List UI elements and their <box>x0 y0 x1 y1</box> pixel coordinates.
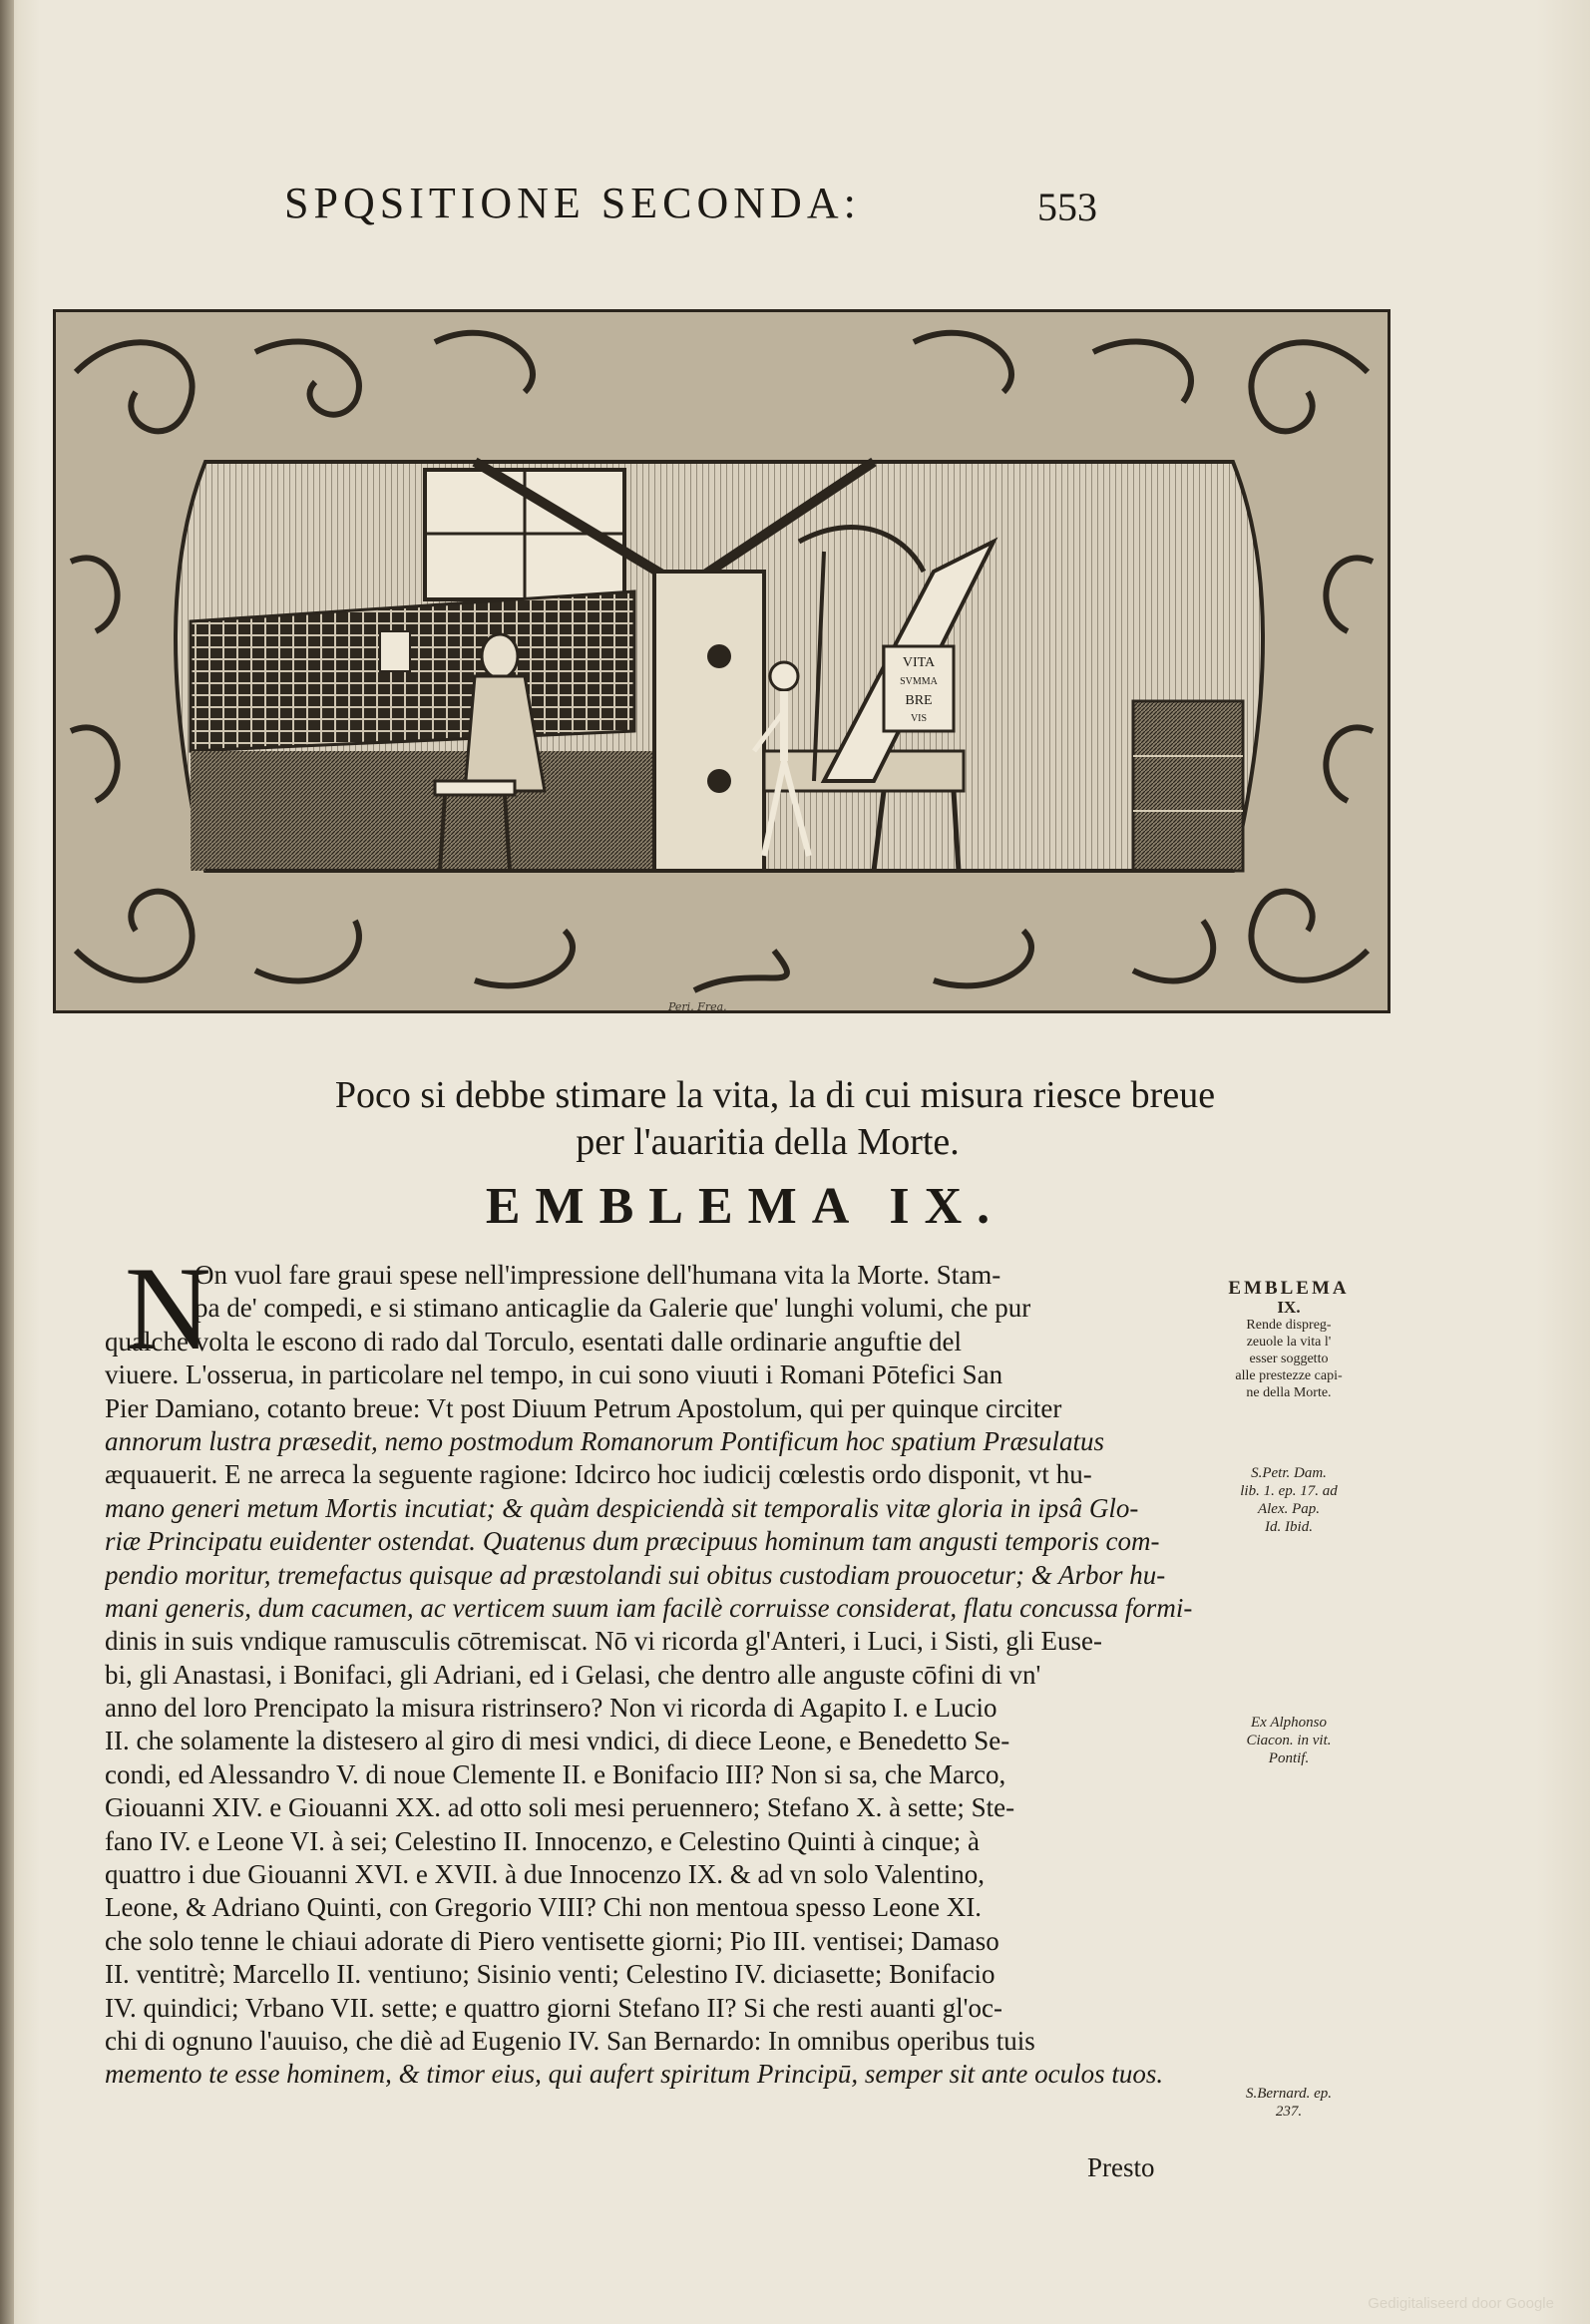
drop-cap: N <box>125 1242 211 1374</box>
emblem-motto <box>0 1072 1590 1166</box>
text-line: quattro i due Giouanni XVI. e XVII. à due Innocenzo IX. & ad vn solo Valentino, <box>105 1859 986 1890</box>
engraving-svg <box>56 312 1388 1010</box>
tablet-line-1: VITA <box>902 655 936 670</box>
text-line: anno del loro Prencipato la misura ristrinsero? Non vi ricorda di Agapito I. e Lucio <box>105 1693 997 1724</box>
text-line: viuere. L'osserua, in particolare nel tempo, in cui sono viuuti i Romani Pōtefici San <box>105 1359 1003 1390</box>
catchword: Presto <box>1087 2152 1155 2182</box>
body-text <box>105 1242 1224 2092</box>
press-screw-lower <box>707 769 731 793</box>
engraver-credit: Peri. Frea. <box>668 1000 727 1013</box>
motto-line-2: per l'auaritia della Morte. <box>576 1121 960 1163</box>
compositor-head <box>482 634 518 678</box>
text-line: Giouanni XIV. e Giouanni XX. ad otto soli mesi peruennero; Stefano X. à sette; Ste- <box>105 1792 1015 1823</box>
copy-sheet <box>380 631 410 671</box>
marginal-note-line: Rende dispreg- <box>1246 1318 1332 1333</box>
marginal-citation-damiano <box>1209 1464 1369 1536</box>
marginal-emblem-number: IX. <box>1277 1298 1301 1317</box>
emblem-engraving <box>53 309 1391 1013</box>
type-case <box>191 591 634 751</box>
marginal-citation-line: 237. <box>1275 2104 1303 2120</box>
text-line: On vuol fare graui spese nell'impressione dell'humana vita la Morte. Stam- <box>195 1260 1001 1290</box>
motto-line-1: Poco si debbe stimare la vita, la di cui misura riesce breue <box>334 1074 1216 1116</box>
text-line: pendio moritur, tremefactus quisque ad præstolandi sui obitus custodiam prouocetur; & Arbor hu- <box>105 1559 1166 1590</box>
running-head-title: SPQSITIONE SECONDA: <box>284 179 861 227</box>
text-line: riæ Principatu euidenter ostendat. Quatenus dum præcipuus hominum tam angusti temporis com- <box>105 1526 1160 1557</box>
text-line: æquauerit. E ne arreca la seguente ragione: Idcirco hoc iudicij cœlestis ordo disponit, vt hu- <box>105 1459 1092 1490</box>
marginal-emblem-head: EMBLEMA <box>1228 1278 1350 1299</box>
page-number: 553 <box>1037 185 1097 229</box>
tablet-line-4: VIS <box>910 713 928 724</box>
marginal-citation-line: S.Bernard. ep. <box>1245 2086 1333 2102</box>
marginal-citation-line: S.Petr. Dam. <box>1251 1465 1327 1481</box>
text-line: Pier Damiano, cotanto breue: Vt post Diuum Petrum Apostolum, qui per quinque circiter <box>105 1392 1062 1423</box>
marginal-note-line: zeuole la vita l' <box>1246 1335 1332 1350</box>
marginal-citation-line: Id. Ibid. <box>1265 1519 1313 1535</box>
text-line: mani generis, dum cacumen, ac verticem suum iam facilè corruisse considerat, flatu concussa formi- <box>105 1592 1193 1623</box>
marginal-citation-line: Ex Alphonso <box>1251 1715 1327 1731</box>
marginal-citation-line: Pontif. <box>1268 1750 1310 1766</box>
marginal-note-line: esser soggetto <box>1249 1352 1329 1366</box>
text-line: dinis in suis vndique ramusculis cōtremiscat. Nō vi ricorda gl'Anteri, i Luci, i Sisti, gli Euse- <box>105 1626 1102 1657</box>
marginal-note-line: alle prestezze capi- <box>1235 1368 1343 1383</box>
text-line: condi, ed Alessandro V. di noue Clemente II. e Bonifacio III? Non si sa, che Marco, <box>105 1758 1006 1789</box>
text-line: Leone, & Adriano Quinti, con Gregorio VIII? Chi non mentoua spesso Leone XI. <box>105 1892 983 1923</box>
text-line: IV. quindici; Vrbano VII. sette; e quattro giorni Stefano II? Si che resti auanti gl'oc- <box>105 1992 1003 2023</box>
text-line: II. che solamente la distesero al giro di mesi vndici, di diece Leone, e Benedetto Se- <box>105 1726 1010 1756</box>
text-line: che solo tenne le chiaui adorate di Piero ventisette giorni; Pio III. ventisei; Damaso <box>105 1925 999 1956</box>
digitization-watermark: Gedigitaliseerd door Google <box>1368 2295 1554 2312</box>
text-line: chi di ognuno l'auuiso, che diè ad Eugenio IV. San Bernardo: In omnibus operibus tuis <box>105 2025 1035 2056</box>
tablet-line-3: BRE <box>905 693 933 708</box>
marginal-citation-line: lib. 1. ep. 17. ad <box>1240 1483 1338 1499</box>
marginal-citation-bernard <box>1209 2085 1369 2121</box>
emblem-title: EMBLEMA IX. <box>485 1178 1005 1235</box>
text-line: bi, gli Anastasi, i Bonifaci, gli Adriani, ed i Gelasi, che dentro alle anguste cōfini di vn' <box>105 1659 1041 1690</box>
text-line: memento te esse hominem, & timor eius, qui aufert spiritum Principū, semper sit ante oculos tuos. <box>105 2059 1164 2090</box>
death-skull <box>770 662 798 690</box>
marginal-citation-line: Ciacon. in vit. <box>1246 1733 1332 1748</box>
marginal-note-line: ne della Morte. <box>1246 1385 1332 1400</box>
stool <box>435 781 515 795</box>
text-line: II. ventitrè; Marcello II. ventiuno; Sisinio venti; Celestino IV. diciasette; Bonifacio <box>105 1959 995 1990</box>
marginal-citation-ciacon <box>1209 1714 1369 1767</box>
running-head <box>284 178 1182 237</box>
text-line: fano IV. e Leone VI. à sei; Celestino II. Innocenzo, e Celestino Quinti à cinque; à <box>105 1825 980 1856</box>
text-line: annorum lustra præsedit, nemo postmodum Romanorum Pontificum hoc spatium Præsulatus <box>105 1425 1105 1456</box>
tablet-line-2: SVMMA <box>900 676 938 687</box>
text-line: qualche volta le escono di rado dal Torculo, esentati dalle ordinarie anguftie del <box>105 1326 963 1356</box>
text-line: mano generi metum Mortis incutiat; & quàm despiciendà sit temporalis vitæ gloria in ipsâ Glo- <box>105 1492 1139 1523</box>
chest-of-drawers <box>1133 701 1243 871</box>
marginal-citation-line: Alex. Pap. <box>1257 1501 1321 1517</box>
type-case-cabinet <box>191 751 659 871</box>
press-screw-upper <box>707 644 731 668</box>
press-column <box>654 572 764 871</box>
text-line: pa de' compedi, e si stimano anticaglie da Galerie que' lunghi volumi, che pur <box>195 1293 1031 1324</box>
marginal-note-emblem <box>1209 1279 1369 1401</box>
